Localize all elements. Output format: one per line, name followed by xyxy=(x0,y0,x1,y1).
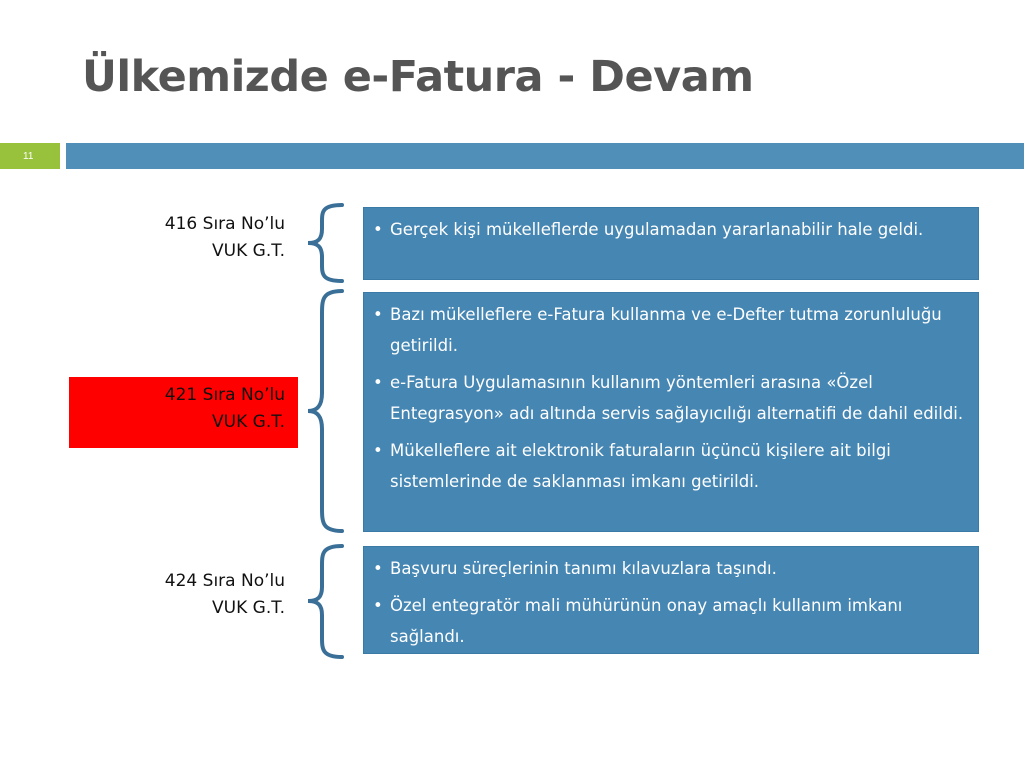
page-number: 11 xyxy=(23,150,34,162)
bullet-item: • Özel entegratör mali mühürünün onay amaçlı kullanım imkanı sağlandı. xyxy=(370,590,974,652)
bullet-item: • Gerçek kişi mükelleflerde uygulamadan yararlanabilir hale geldi. xyxy=(370,214,974,245)
bullet-item: • Bazı mükelleflere e-Fatura kullanma ve e-Defter tutma zorunluluğu getirildi. xyxy=(370,299,974,361)
curly-brace-icon xyxy=(308,291,342,531)
bullet-item: • e-Fatura Uygulamasının kullanım yöntemleri arasına «Özel Entegrasyon» adı altında servis sağlayıcılığı alternatifi de dahil edildi. xyxy=(370,367,974,429)
section-label-line2: VUK G.T. xyxy=(212,241,285,261)
bullet-item: • Mükelleflere ait elektronik faturaların üçüncü kişilere ait bilgi sistemlerinde de saklanması imkanı getirildi. xyxy=(370,435,974,497)
section-box-416 xyxy=(363,207,979,280)
section-label-line1: 424 Sıra No’lu xyxy=(164,571,285,591)
curly-brace-icon xyxy=(308,546,342,657)
bullet-list xyxy=(370,214,974,245)
section-box-421 xyxy=(363,292,979,532)
bullet-list xyxy=(370,299,974,497)
slide-title: Ülkemizde e-Fatura - Devam xyxy=(82,52,754,102)
bullet-list xyxy=(370,553,974,652)
section-label-line2: VUK G.T. xyxy=(212,598,285,618)
section-label-line1: 421 Sıra No’lu xyxy=(164,385,285,405)
bullet-item: • Başvuru süreçlerinin tanımı kılavuzlara taşındı. xyxy=(370,553,974,584)
section-label-line2: VUK G.T. xyxy=(212,412,285,432)
section-box-424 xyxy=(363,546,979,654)
curly-brace-icon xyxy=(308,205,342,281)
section-label-line1: 416 Sıra No’lu xyxy=(164,214,285,234)
